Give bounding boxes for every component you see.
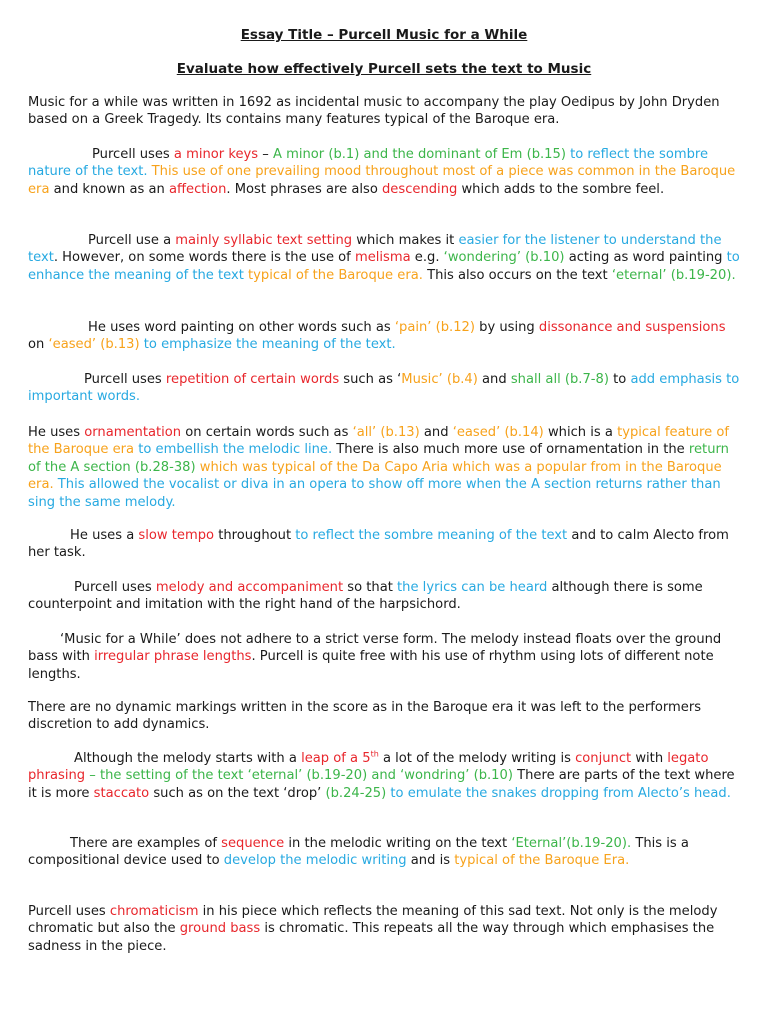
text-segment: ‘wondering’ (b.10) xyxy=(443,250,565,266)
text-segment: legato phrasing xyxy=(28,751,709,784)
text-segment: There is also much more use of ornamentation in the xyxy=(332,442,689,458)
text-segment: slow tempo xyxy=(138,528,215,543)
text-segment: . Most phrases are also xyxy=(226,181,382,197)
paragraph-chromaticism xyxy=(28,903,740,955)
text-segment: staccato xyxy=(93,785,150,801)
text-segment: He uses word painting on other words such as xyxy=(88,320,395,335)
text-segment: mainly syllabic text setting xyxy=(175,233,353,248)
text-segment: on certain words such as xyxy=(181,425,353,440)
text-segment: conjunct xyxy=(575,751,632,766)
text-segment: He uses a xyxy=(70,528,139,543)
text-segment: and to calm Alecto from her task. xyxy=(28,528,729,561)
text-segment: in his piece which reflects the meaning of this sad text. Not only is the melody chromatic but also the xyxy=(28,904,718,937)
text-segment: ‘pain’ (b.12) xyxy=(394,320,475,335)
text-segment: to reflect the sombre nature of the text. xyxy=(28,147,709,180)
text-segment: – the setting of the text ‘eternal’ (b.19-20) and ‘wondring’ (b.10) xyxy=(85,768,513,784)
text-segment: typical of the Baroque era. xyxy=(243,267,423,283)
text-segment: affection xyxy=(168,181,227,197)
text-segment: to emulate the snakes dropping from Alecto’s head. xyxy=(386,785,731,801)
text-segment: by using xyxy=(474,320,539,335)
text-segment: to xyxy=(608,372,631,387)
text-segment: Purcell uses xyxy=(92,147,174,162)
paragraph-texture xyxy=(28,579,740,614)
text-segment: ‘Eternal’(b.19-20). xyxy=(511,836,632,851)
text-segment: a lot of the melody writing is xyxy=(378,751,576,766)
text-segment: such as ‘ xyxy=(339,372,402,387)
text-segment: on xyxy=(28,337,49,353)
paragraph-syllabic xyxy=(28,232,740,284)
paragraph-melody xyxy=(28,750,740,802)
text-segment: There are examples of xyxy=(70,836,222,851)
text-segment: acting as word painting xyxy=(564,250,727,266)
text-segment: and xyxy=(477,372,511,387)
text-segment: This also occurs on the text xyxy=(422,267,612,283)
text-segment: Purcell uses xyxy=(28,904,110,919)
intro-text: Music for a while was written in 1692 as incidental music to accompany the play Oedipus by John Dryden based on a Greek Tragedy. Its contains many features typical of the Baroque era. xyxy=(28,95,720,128)
text-segment: leap of a 5 xyxy=(301,751,371,766)
text-segment: He uses xyxy=(28,425,85,440)
text-segment: ‘Music for a While’ does not adhere to a strict verse form. The melody instead floats over the ground bass with xyxy=(28,632,722,665)
text-segment: irregular phrase lengths xyxy=(94,649,252,665)
text-segment: ‘eternal’ (b.19-20). xyxy=(611,267,736,283)
paragraph-minor-key xyxy=(28,146,740,198)
text-segment: typical of the Baroque Era. xyxy=(454,853,630,869)
paragraph-intro xyxy=(28,94,740,129)
essay-question: Evaluate how effectively Purcell sets the text to Music xyxy=(176,61,592,77)
text-segment: such as on the text ‘drop’ xyxy=(149,785,326,801)
text-segment: add emphasis to important words. xyxy=(28,372,740,405)
text-segment: is chromatic. This repeats all the way through which emphasises the sadness in the piece. xyxy=(28,921,715,954)
text-segment: so that xyxy=(343,580,398,595)
text-segment: ‘all’ (b.13) xyxy=(352,425,420,440)
text-segment: throughout xyxy=(214,528,296,543)
text-segment: and xyxy=(419,425,453,440)
text-segment: develop the melodic writing xyxy=(223,853,407,869)
text-segment: which was typical of the Da Capo Aria which was a popular from in the Baroque era. xyxy=(28,459,722,493)
text-segment: although there is some counterpoint and imitation with the right hand of the harpsichord. xyxy=(28,580,703,613)
paragraph-structure xyxy=(28,631,740,683)
paragraph-dynamics xyxy=(28,699,740,734)
text-segment: Purcell uses xyxy=(84,372,166,387)
text-segment: which is a xyxy=(543,425,618,440)
paragraph-ornamentation xyxy=(28,424,740,511)
text-segment: a minor keys xyxy=(173,147,259,162)
text-segment: typical feature of the Baroque era xyxy=(28,425,729,458)
text-segment: ‘eased’ (b.13) xyxy=(48,337,140,353)
text-segment: and known as an xyxy=(49,181,169,197)
text-segment: Although the melody starts with a xyxy=(74,751,302,766)
essay-title: Essay Title – Purcell Music for a While xyxy=(240,27,528,43)
text-segment: This use of one prevailing mood throughout most of a piece was common in the Baroque era xyxy=(28,164,736,197)
paragraph-tempo xyxy=(28,527,740,562)
text-segment: A minor (b.1) and the dominant of Em (b.15) xyxy=(272,147,566,162)
text-segment: ‘eased’ (b.14) xyxy=(452,425,544,440)
text-segment: which adds to the sombre feel. xyxy=(457,181,665,197)
text-segment: to embellish the melodic line. xyxy=(134,442,333,458)
text-segment: e.g. xyxy=(410,250,444,266)
text-segment: in the melodic writing on the text xyxy=(284,836,512,851)
text-segment: – xyxy=(258,147,273,162)
text-segment: repetition of certain words xyxy=(165,372,340,387)
text-segment: shall all (b.7-8) xyxy=(510,372,609,387)
text-segment: to enhance the meaning of the text xyxy=(28,250,740,283)
text-segment: melisma xyxy=(354,250,411,266)
text-segment: melody and accompaniment xyxy=(155,580,344,595)
text-segment: to reflect the sombre meaning of the text xyxy=(295,528,568,543)
text-segment: . Purcell is quite free with his use of rhythm using lots of different note lengths. xyxy=(28,649,714,682)
text-segment: ornamentation xyxy=(84,425,182,440)
text-segment: to emphasize the meaning of the text. xyxy=(139,337,396,353)
text-segment: (b.24-25) xyxy=(325,785,387,801)
text-segment: This is a compositional device used to xyxy=(28,836,689,869)
text-segment: th xyxy=(370,749,379,759)
text-segment: chromaticism xyxy=(109,904,199,919)
text-segment: sequence xyxy=(221,836,285,851)
text-segment: dissonance and suspensions xyxy=(538,320,726,335)
text-segment: Purcell uses xyxy=(74,580,156,595)
text-segment: There are parts of the text where it is more xyxy=(28,768,735,801)
paragraph-repetition xyxy=(28,371,740,406)
text-segment: descending xyxy=(382,181,458,197)
text-segment: easier for the listener to understand the text xyxy=(28,233,722,266)
text-segment: Purcell use a xyxy=(88,233,176,248)
text-segment: ground bass xyxy=(179,921,261,937)
text-segment: return of the A section (b.28-38) xyxy=(28,442,729,475)
dynamics-text: There are no dynamic markings written in the score as in the Baroque era it was left to the performers discretion to add dynamics. xyxy=(28,700,702,733)
text-segment: the lyrics can be heard xyxy=(397,580,548,595)
text-segment: which makes it xyxy=(352,233,459,248)
text-segment: . However, on some words there is the use of xyxy=(53,250,355,266)
text-segment: Music’ (b.4) xyxy=(401,372,478,387)
paragraph-word-painting xyxy=(28,319,740,354)
paragraph-sequence xyxy=(28,835,740,870)
text-segment: with xyxy=(631,751,668,766)
text-segment: This allowed the vocalist or diva in an opera to show off more when the A section returns rather than sing the same melody. xyxy=(28,477,721,510)
text-segment: and is xyxy=(406,853,455,869)
